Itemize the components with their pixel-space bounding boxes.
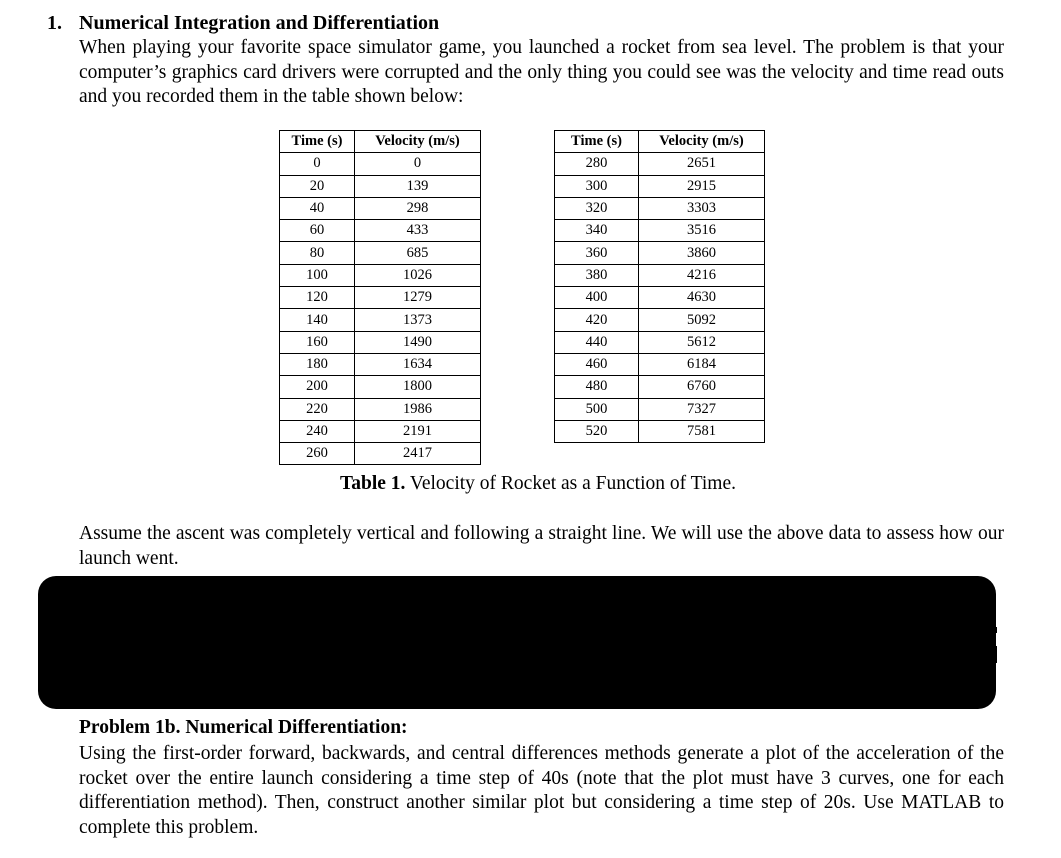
velocity-cell: 139 bbox=[355, 175, 481, 197]
time-cell: 500 bbox=[555, 398, 639, 420]
table-row bbox=[280, 153, 481, 175]
time-cell: 60 bbox=[280, 220, 355, 242]
time-cell: 180 bbox=[280, 353, 355, 375]
table-row bbox=[280, 220, 481, 242]
table-row bbox=[555, 264, 765, 286]
time-cell: 300 bbox=[555, 175, 639, 197]
velocity-cell: 1373 bbox=[355, 309, 481, 331]
time-cell: 80 bbox=[280, 242, 355, 264]
problem-1b-paragraph: Using the first-order forward, backwards, and central differences methods generate a plot of the acceleration of the rocket over the entire launch considering a time step of 40s (note that the plot must have 3 curves, one for each differentiation method). Then, construct another similar plot but considering a time step of 20s. Use MATLAB to complete this problem. bbox=[79, 743, 1004, 838]
velocity-cell: 6184 bbox=[639, 353, 765, 375]
time-cell: 220 bbox=[280, 398, 355, 420]
table-row bbox=[555, 420, 765, 442]
time-cell: 100 bbox=[280, 264, 355, 286]
velocity-cell: 4216 bbox=[639, 264, 765, 286]
table-caption bbox=[0, 473, 1061, 495]
velocity-cell: 1800 bbox=[355, 376, 481, 398]
redaction-block bbox=[38, 576, 996, 709]
table-row bbox=[555, 153, 765, 175]
time-cell: 200 bbox=[280, 376, 355, 398]
velocity-cell: 298 bbox=[355, 197, 481, 219]
section-number: 1. bbox=[47, 12, 62, 34]
velocity-cell: 2651 bbox=[639, 153, 765, 175]
section-title: Numerical Integration and Differentiation bbox=[79, 12, 440, 34]
time-cell: 520 bbox=[555, 420, 639, 442]
table-row bbox=[280, 331, 481, 353]
time-cell: 240 bbox=[280, 420, 355, 442]
table-row bbox=[555, 331, 765, 353]
velocity-cell: 3860 bbox=[639, 242, 765, 264]
velocity-cell: 5612 bbox=[639, 331, 765, 353]
table-row bbox=[280, 443, 481, 465]
table-row bbox=[280, 264, 481, 286]
velocity-cell: 6760 bbox=[639, 376, 765, 398]
table-row bbox=[280, 242, 481, 264]
velocity-cell: 4630 bbox=[639, 287, 765, 309]
velocity-table-right bbox=[554, 130, 765, 443]
table-row bbox=[555, 175, 765, 197]
time-cell: 260 bbox=[280, 443, 355, 465]
table-row bbox=[280, 376, 481, 398]
table-row bbox=[555, 242, 765, 264]
table-row bbox=[280, 175, 481, 197]
table-row bbox=[555, 398, 765, 420]
table-row bbox=[555, 309, 765, 331]
velocity-cell: 3303 bbox=[639, 197, 765, 219]
velocity-cell: 1634 bbox=[355, 353, 481, 375]
velocity-cell: 1279 bbox=[355, 287, 481, 309]
velocity-cell: 2417 bbox=[355, 443, 481, 465]
caption-label: Table 1. bbox=[340, 473, 406, 494]
time-cell: 460 bbox=[555, 353, 639, 375]
velocity-cell: 5092 bbox=[639, 309, 765, 331]
time-cell: 40 bbox=[280, 197, 355, 219]
time-cell: 160 bbox=[280, 331, 355, 353]
time-cell: 380 bbox=[555, 264, 639, 286]
caption-text: Velocity of Rocket as a Function of Time. bbox=[405, 473, 736, 494]
velocity-cell: 3516 bbox=[639, 220, 765, 242]
time-cell: 360 bbox=[555, 242, 639, 264]
time-cell: 340 bbox=[555, 220, 639, 242]
velocity-cell: 1490 bbox=[355, 331, 481, 353]
table-row bbox=[555, 353, 765, 375]
table-row bbox=[280, 197, 481, 219]
time-cell: 120 bbox=[280, 287, 355, 309]
table-row bbox=[280, 287, 481, 309]
velocity-cell: 2915 bbox=[639, 175, 765, 197]
table-row bbox=[280, 420, 481, 442]
velocity-column-header: Velocity (m/s) bbox=[355, 131, 481, 153]
velocity-cell: 685 bbox=[355, 242, 481, 264]
table-row bbox=[280, 398, 481, 420]
time-column-header: Time (s) bbox=[280, 131, 355, 153]
time-cell: 440 bbox=[555, 331, 639, 353]
time-cell: 400 bbox=[555, 287, 639, 309]
assumption-paragraph: Assume the ascent was completely vertical and following a straight line. We will use the above data to assess how our launch went. bbox=[79, 523, 1004, 569]
table-row bbox=[280, 309, 481, 331]
table-row bbox=[555, 376, 765, 398]
time-cell: 280 bbox=[555, 153, 639, 175]
time-column-header: Time (s) bbox=[555, 131, 639, 153]
time-cell: 480 bbox=[555, 376, 639, 398]
table-row bbox=[555, 197, 765, 219]
velocity-cell: 7327 bbox=[639, 398, 765, 420]
table-row bbox=[555, 220, 765, 242]
intro-paragraph: When playing your favorite space simulator game, you launched a rocket from sea level. The problem is that your computer’s graphics card drivers were corrupted and the only thing you could see was the velocity and time read outs and you recorded them in the table shown below: bbox=[79, 37, 1004, 108]
time-cell: 320 bbox=[555, 197, 639, 219]
velocity-cell: 7581 bbox=[639, 420, 765, 442]
velocity-cell: 0 bbox=[355, 153, 481, 175]
velocity-cell: 1026 bbox=[355, 264, 481, 286]
time-cell: 420 bbox=[555, 309, 639, 331]
table-row bbox=[280, 353, 481, 375]
velocity-cell: 1986 bbox=[355, 398, 481, 420]
velocity-table-left bbox=[279, 130, 481, 465]
problem-1b-title: Problem 1b. Numerical Differentiation: bbox=[79, 717, 408, 738]
table-row bbox=[555, 287, 765, 309]
time-cell: 0 bbox=[280, 153, 355, 175]
redaction-edge-mark bbox=[994, 646, 997, 663]
velocity-column-header: Velocity (m/s) bbox=[639, 131, 765, 153]
table-header-row bbox=[555, 131, 765, 153]
time-cell: 20 bbox=[280, 175, 355, 197]
table-header-row bbox=[280, 131, 481, 153]
redaction-edge-mark bbox=[994, 627, 997, 633]
time-cell: 140 bbox=[280, 309, 355, 331]
velocity-cell: 433 bbox=[355, 220, 481, 242]
velocity-cell: 2191 bbox=[355, 420, 481, 442]
